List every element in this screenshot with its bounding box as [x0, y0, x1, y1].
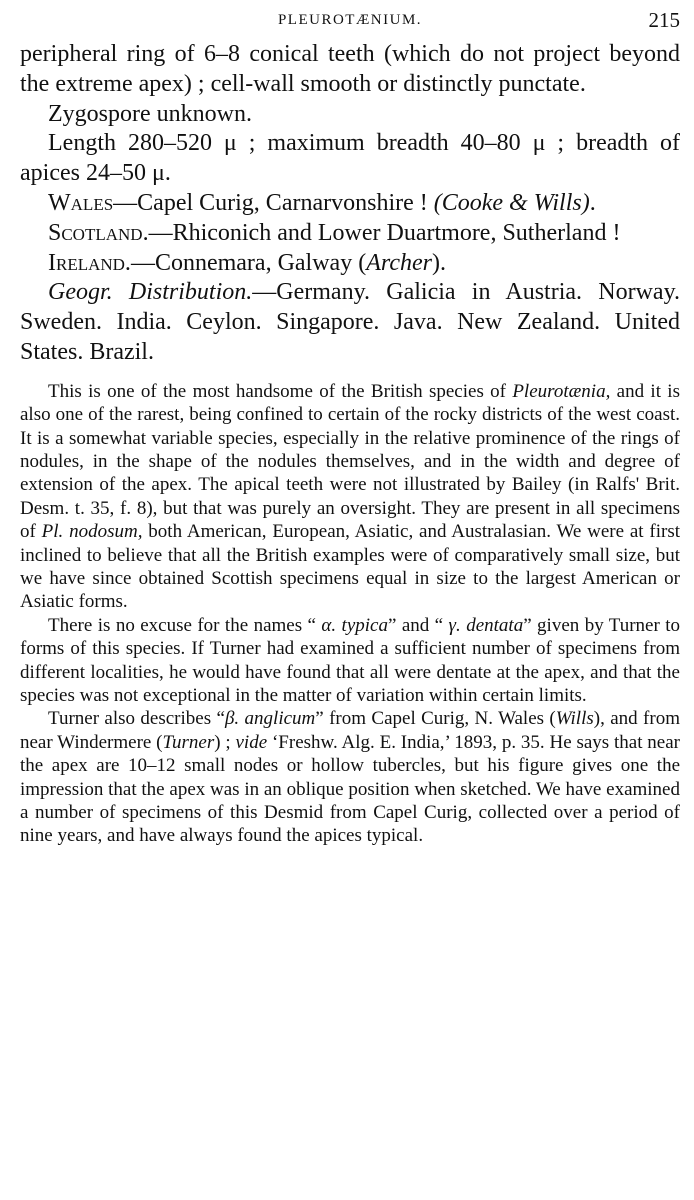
text-run: This is one of the most handsome of the British species of	[48, 380, 513, 402]
book-page	[20, 6, 680, 848]
locality-text: —Capel Curig, Carnarvonshire !	[113, 189, 434, 216]
description-continuation: peripheral ring of 6–8 conical teeth (which do not project beyond the extreme apex) ; cell-wall smooth or distinctly punctate.	[20, 41, 680, 97]
text-run: There is no excuse for the names “	[48, 614, 322, 636]
text-run: ” and “	[387, 614, 449, 636]
running-title: PLEUROTÆNIUM.	[277, 12, 423, 28]
locality-label: Scotland.	[48, 219, 149, 246]
discussion-paragraph-2	[20, 614, 680, 708]
locality-text: —Rhiconich and Lower Duartmore, Sutherland !	[148, 219, 621, 246]
locality-label: Wales	[48, 189, 114, 216]
collector-name: Wills	[555, 708, 594, 730]
variety-name: γ. dentata	[448, 614, 524, 636]
dimensions: Length 280–520 μ ; maximum breadth 40–80 μ ; breadth of apices 24–50 μ.	[20, 130, 680, 187]
species-description	[20, 40, 680, 368]
distribution-text: —Germany. Galicia in Austria. Norway. Sweden. India. Ceylon. Singapore. Java. New Zealand. United States. Brazil.	[20, 279, 681, 365]
locality-end: .	[589, 189, 596, 216]
text-run: ” from Capel Curig, N. Wales (	[315, 708, 556, 730]
variety-name: α. typica	[321, 614, 388, 636]
page-header	[20, 6, 680, 40]
locality-end: ).	[431, 249, 446, 276]
vide-term: vide	[235, 731, 268, 753]
text-run: ‘Freshw. Alg. E. India,’ 1893, p. 35. He says that near the apex are 10–12 small nodes or hollow tubercles, but his figure gives one the impression that the apex was in an oblique position when sketched. We have examined a number of specimens of this Desmid from Capel Curig, collected over a period of nine years, and have always found the apices typical.	[20, 731, 680, 847]
discussion	[20, 380, 680, 848]
text-run: ), and from near Windermere (	[20, 708, 680, 753]
locality-wales	[20, 189, 680, 219]
discussion-paragraph-3	[20, 707, 680, 847]
discussion-paragraph-1	[20, 380, 680, 614]
locality-label: Ireland.	[48, 249, 131, 276]
zygospore-note: Zygospore unknown.	[48, 100, 252, 127]
distribution-label: Geogr. Distribution.	[48, 279, 253, 306]
text-run: and it is also one of the rarest, being confined to certain of the rocky districts of the west coast. It is a somewhat variable species, especially in the relative prominence of the rings of nodules, in the shape of the nodules themselves, and in the width and degree of extension of the apex. The apical teeth were not illustrated by Bailey (in Ralfs' Brit. Desm. t. 35, f. 8), but that was purely an oversight. They are present in all specimens of	[20, 380, 680, 543]
locality-scotland	[20, 219, 680, 249]
species-name: Pl. nodosum,	[41, 521, 143, 543]
geographic-distribution	[20, 278, 680, 367]
collector-name: Turner	[162, 731, 215, 753]
locality-ireland	[20, 249, 680, 279]
text-run: both American, European, Asiatic, and Australasian. We were at first inclined to believe that all the British examples were of comparatively small size, but we have since obtained Scottish specimens equal in size to the largest American or Asiatic forms.	[20, 521, 681, 613]
text-run: ) ;	[214, 731, 236, 753]
locality-authority: (Cooke & Wills)	[433, 189, 590, 216]
locality-text: —Connemara, Galway (	[130, 249, 367, 276]
text-run: ” given by Turner to forms of this species. If Turner had examined a sufficient number of specimens from different localities, he would have found that all were dentate at the apex, and that the species was not exceptional in the matter of variation within certain limits.	[20, 614, 680, 707]
text-run: Turner also describes “	[48, 708, 225, 730]
variety-name: β. anglicum	[224, 708, 316, 730]
page-number: 215	[648, 8, 680, 32]
locality-authority: Archer	[366, 249, 432, 276]
genus-name: Pleurotænia,	[512, 380, 611, 402]
